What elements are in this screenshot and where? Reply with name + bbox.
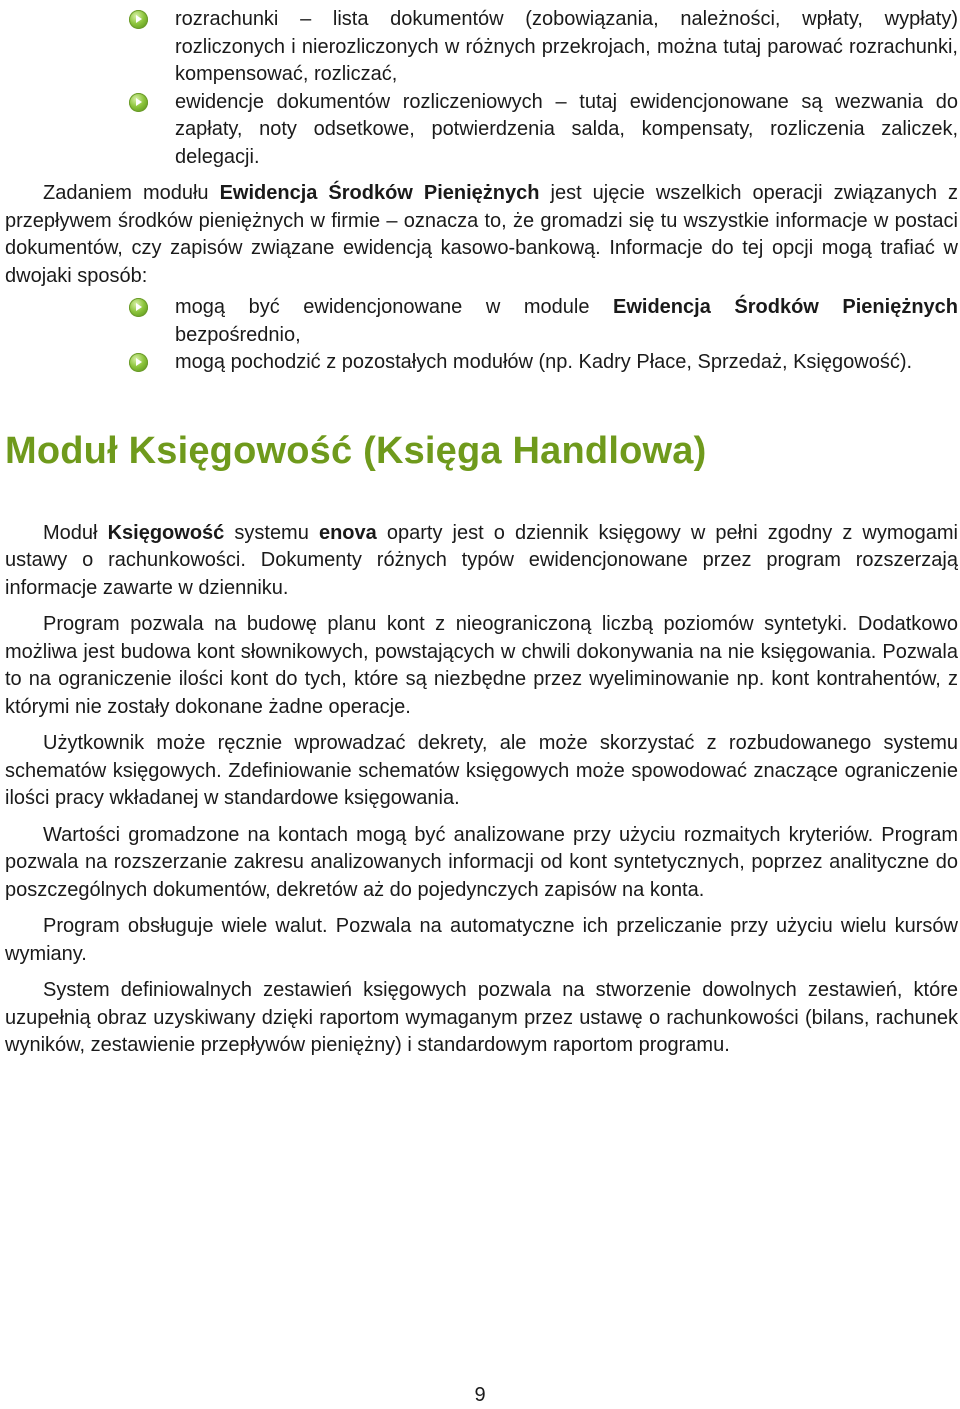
paragraph: Program pozwala na budowę planu kont z nieograniczoną liczbą poziomów syntetyki. Dodatkowo możliwa jest budowa kont słownikowych, powstających w chwili dokonywania na nie księgowania. Pozwala to na ograniczenie ilości kont do tych, które są niezbędne przez wyeliminowanie np. kont kontrahentów, z którymi nie zostały dokonane żadne operacje. xyxy=(5,613,958,718)
paragraph: Program obsługuje wiele walut. Pozwala na automatyczne ich przeliczanie przy użyciu wielu kursów wymiany. xyxy=(5,915,958,965)
list-item xyxy=(175,294,958,349)
intro-text: jest ujęcie wszelkich operacji związanych z przepływem środków pieniężnych w firmie – oznacza to, że gromadzi się tu wszystkie informacje w postaci dokumentów, czy zapisów związane ewidencją kasowo-bankową. Informacje do tej opcji mogą trafiać w dwojaki sposób: xyxy=(5,182,958,287)
green-arrow-bullet-icon xyxy=(129,353,148,372)
list-item xyxy=(175,349,958,377)
section-body xyxy=(5,520,958,1060)
green-arrow-bullet-icon xyxy=(129,298,148,317)
list-item-text: mogą pochodzić z pozostałych modułów (np. Kadry Płace, Sprzedaż, Księgowość). xyxy=(175,351,913,373)
paragraph: Użytkownik może ręcznie wprowadzać dekrety, ale może skorzystać z rozbudowanego systemu schematów księgowych. Zdefiniowanie schematów księgowych może spowodować znaczące ograniczenie ilości pracy wkładanej w standardowe księgowania. xyxy=(5,732,958,809)
module-name-bold: Ewidencja Środków Pieniężnych xyxy=(219,182,540,204)
paragraph: Wartości gromadzone na kontach mogą być analizowane przy użyciu rozmaitych kryteriów. Program pozwala na rozszerzanie zakresu analizowanych informacji od kont syntetycznych, poprzez analityczne do poszczególnych dokumentów, dekretów aż do pojedynczych zapisów na konta. xyxy=(5,823,958,901)
paragraph: Moduł Księgowość systemu enova oparty jest o dziennik księgowy w pełni zgodny z wymogami ustawy o rachunkowości. Dokumenty różnych typów ewidencjonowane przez program rozszerzają informacje zawarte w dzienniku. xyxy=(5,521,958,599)
list-item-text: mogą być ewidencjonowane w module Ewidencja Środków Pieniężnych bezpośrednio, xyxy=(175,296,958,346)
list-item xyxy=(175,6,958,89)
intro-paragraph xyxy=(5,180,958,290)
intro-text: Zadaniem modułu xyxy=(43,182,220,204)
green-arrow-bullet-icon xyxy=(129,93,148,112)
green-arrow-bullet-icon xyxy=(129,10,148,29)
list-item xyxy=(175,89,958,172)
list-item-text: rozrachunki – lista dokumentów (zobowiązania, należności, wpłaty, wypłaty) rozliczonych i nierozliczonych w różnych przekrojach, można tutaj parować rozrachunki, kompensować, rozliczać, xyxy=(175,8,958,85)
bullet-list-top xyxy=(5,6,958,171)
section-heading: Moduł Księgowość (Księga Handlowa) xyxy=(5,429,707,472)
bullet-list-mid xyxy=(5,294,958,377)
page-number: 9 xyxy=(474,1384,486,1406)
paragraph: System definiowalnych zestawień księgowych pozwala na stworzenie dowolnych zestawień, które uzupełnią obraz uzyskiwany dzięki raportom wymaganym przez ustawę o rachunkowości (bilans, rachunek wyników, zestawienie przepływów pieniężny) i standardowym raportom programu. xyxy=(5,979,958,1056)
document-page xyxy=(5,6,958,1060)
product-name-bold: enova xyxy=(318,521,377,544)
module-name-bold: Księgowość xyxy=(107,521,225,544)
module-name-bold: Ewidencja Środków Pieniężnych xyxy=(613,296,958,318)
list-item-text: ewidencje dokumentów rozliczeniowych – tutaj ewidencjonowane są wezwania do zapłaty, noty odsetkowe, potwierdzenia salda, kompensaty, rozliczenia zaliczek, delegacji. xyxy=(175,90,958,168)
